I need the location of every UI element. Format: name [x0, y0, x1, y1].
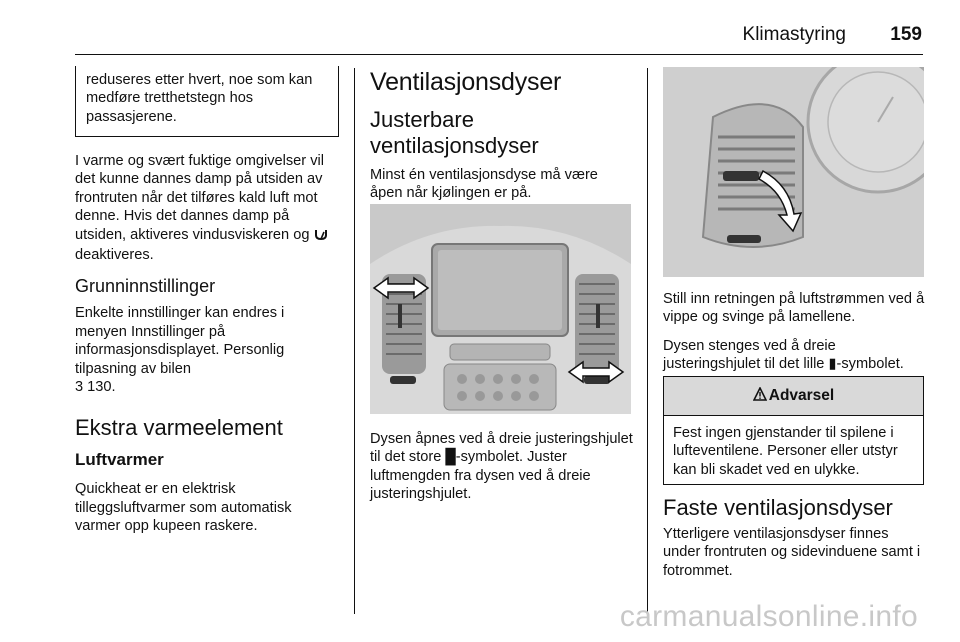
vent-closeup-illustration	[663, 67, 924, 277]
dashboard-vents-illustration	[370, 204, 631, 414]
header-rule	[75, 54, 923, 55]
middle-column-lower	[370, 430, 634, 504]
extra-heater-heading: Ekstra varmeelement	[75, 415, 283, 441]
min-one-vent-paragraph: Minst én ventilasjonsdyse må være åpen når kjølingen er på.	[370, 167, 598, 202]
wiper-icon	[314, 227, 328, 246]
middle-column	[370, 68, 632, 203]
page-reference[interactable]: 3 130.	[75, 379, 116, 396]
section-title: Klimastyring	[742, 24, 846, 45]
fixed-vents-paragraph: Ytterligere ventilasjonsdyser finnes under frontruten og sidevinduene samt i fotrommet.	[663, 526, 921, 579]
humidity-paragraph	[75, 152, 339, 264]
basic-settings-heading: Grunninnstillinger	[75, 276, 216, 297]
direction-paragraph: Still inn retningen på luftstrømmen ved å vippe og svinge på lamellene.	[663, 291, 925, 326]
watermark: carmanualsonline.info	[619, 600, 918, 633]
warning-text: Fest ingen gjenstander til spilene i lufteventilene. Personer eller utstyr kan bli skadet ved en ulykke.	[673, 425, 898, 478]
fixed-vents-heading: Faste ventilasjonsdyser	[663, 495, 893, 520]
fixed-vents-section	[663, 496, 925, 580]
adjustable-vents-heading-line1: Justerbare	[370, 107, 474, 132]
continued-note-box	[75, 66, 339, 137]
open-vent-paragraph: Dysen åpnes ved å dreie justeringshjulet til det store █-symbolet. Juster luftmengden fra dysen ved å dreie justeringshjulet.	[370, 431, 633, 503]
close-vent-paragraph: Dysen stenges ved å dreie justeringshjulet til det lille ▮-symbolet.	[663, 337, 904, 373]
adjustable-vents-heading-line2: ventilasjonsdyser	[370, 133, 539, 158]
humidity-text: I varme og svært fuktige omgivelser vil det kunne dannes damp på utsiden av frontruten når det tilføres kald luft mot denne. Hvis det dannes damp på utsiden, aktiveres vindusviskeren og	[75, 153, 324, 243]
vents-heading: Ventilasjonsdyser	[370, 68, 562, 96]
basic-settings-text: Enkelte innstillinger kan endres i menyen Innstillinger på informasjonsdisplayet. Personlig tilpasning av bilen	[75, 305, 285, 377]
continued-note-text: reduseres etter hvert, noe som kan medføre tretthetstegn hos passasjerene.	[86, 72, 313, 125]
left-column	[75, 152, 339, 536]
humidity-text-end: deaktiveres.	[75, 247, 154, 264]
quickheat-paragraph: Quickheat er en elektrisk tilleggsluftvarmer som automatisk varmer opp kupeen raskere.	[75, 481, 292, 535]
warning-triangle-icon	[753, 387, 767, 406]
warning-box	[663, 376, 924, 485]
column-divider-1	[354, 68, 355, 614]
warning-header	[664, 377, 923, 416]
air-heater-heading: Luftvarmer	[75, 450, 164, 470]
page-number: 159	[890, 24, 922, 45]
warning-title: Advarsel	[768, 387, 835, 404]
column-divider-2	[647, 68, 648, 614]
right-column	[663, 290, 925, 374]
basic-settings-paragraph	[75, 304, 339, 396]
